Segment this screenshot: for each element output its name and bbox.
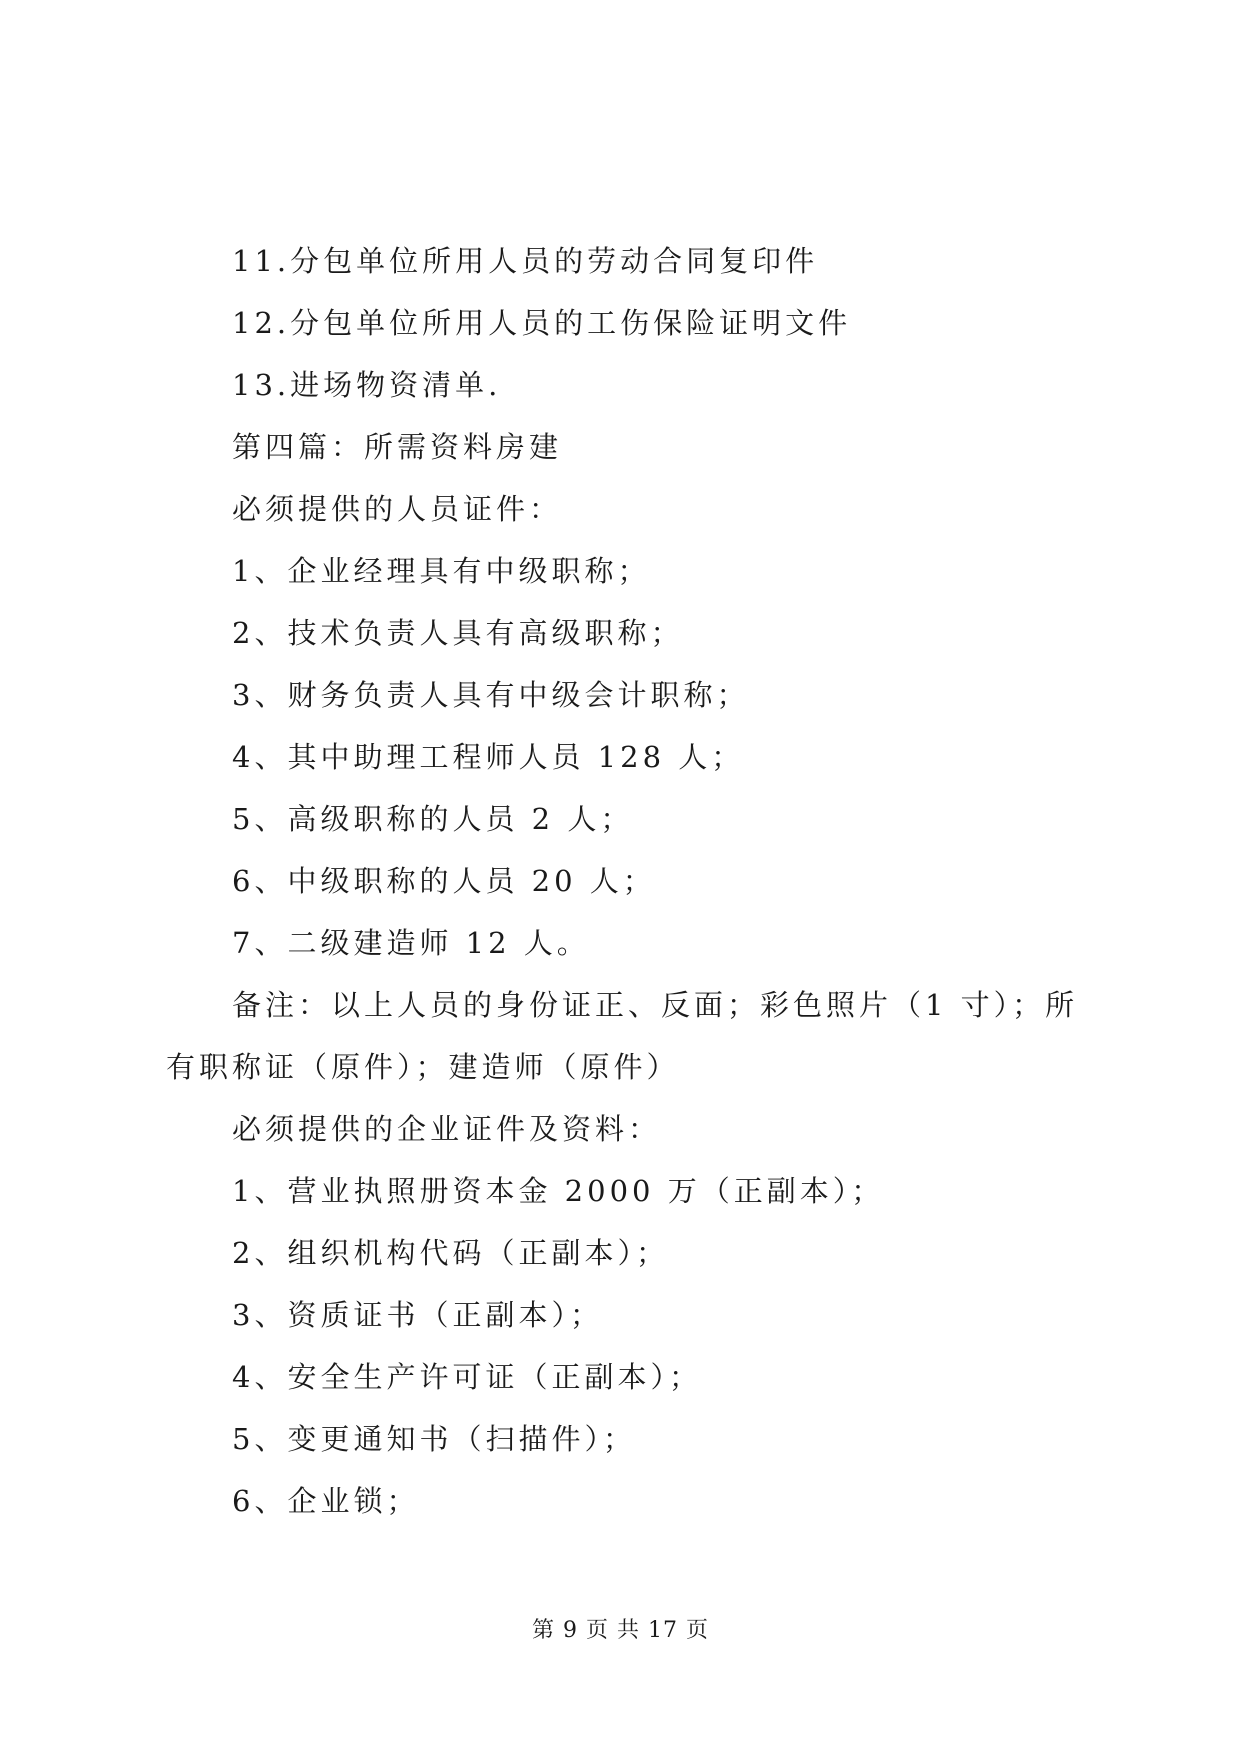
personnel-item-2: 2、技术负责人具有高级职称；	[232, 616, 684, 650]
section-heading: 第四篇：所需资料房建	[232, 430, 563, 464]
enterprise-item-3: 3、资质证书（正副本）；	[232, 1298, 603, 1332]
personnel-item-7: 7、二级建造师 12 人。	[232, 926, 590, 960]
personnel-item-6: 6、中级职称的人员 20 人；	[232, 864, 656, 898]
enterprise-item-6: 6、企业锁；	[232, 1484, 420, 1518]
note-paragraph: 备注：以上人员的身份证正、反面；彩色照片（1 寸）；所有职称证（原件）；建造师（原件）	[166, 988, 1079, 1084]
personnel-item-5: 5、高级职称的人员 2 人；	[232, 802, 634, 836]
page-footer: 第 9 页 共 17 页	[532, 1618, 709, 1643]
enterprise-item-5: 5、变更通知书（扫描件）；	[232, 1422, 636, 1456]
list-item-13: 13.进场物资清单.	[232, 368, 502, 402]
document-body	[166, 230, 1086, 1532]
personnel-item-3: 3、财务负责人具有中级会计职称；	[232, 678, 750, 712]
enterprise-item-4: 4、安全生产许可证（正副本）；	[232, 1360, 702, 1394]
personnel-item-1: 1、企业经理具有中级职称；	[232, 554, 651, 588]
list-item-11: 11.分包单位所用人员的劳动合同复印件	[232, 244, 819, 278]
personnel-heading: 必须提供的人员证件：	[232, 492, 563, 526]
enterprise-heading: 必须提供的企业证件及资料：	[232, 1112, 662, 1146]
enterprise-item-1: 1、营业执照册资本金 2000 万（正副本）；	[232, 1174, 885, 1208]
list-item-12: 12.分包单位所用人员的工伤保险证明文件	[232, 306, 852, 340]
enterprise-item-2: 2、组织机构代码（正副本）；	[232, 1236, 669, 1270]
personnel-item-4: 4、其中助理工程师人员 128 人；	[232, 740, 745, 774]
